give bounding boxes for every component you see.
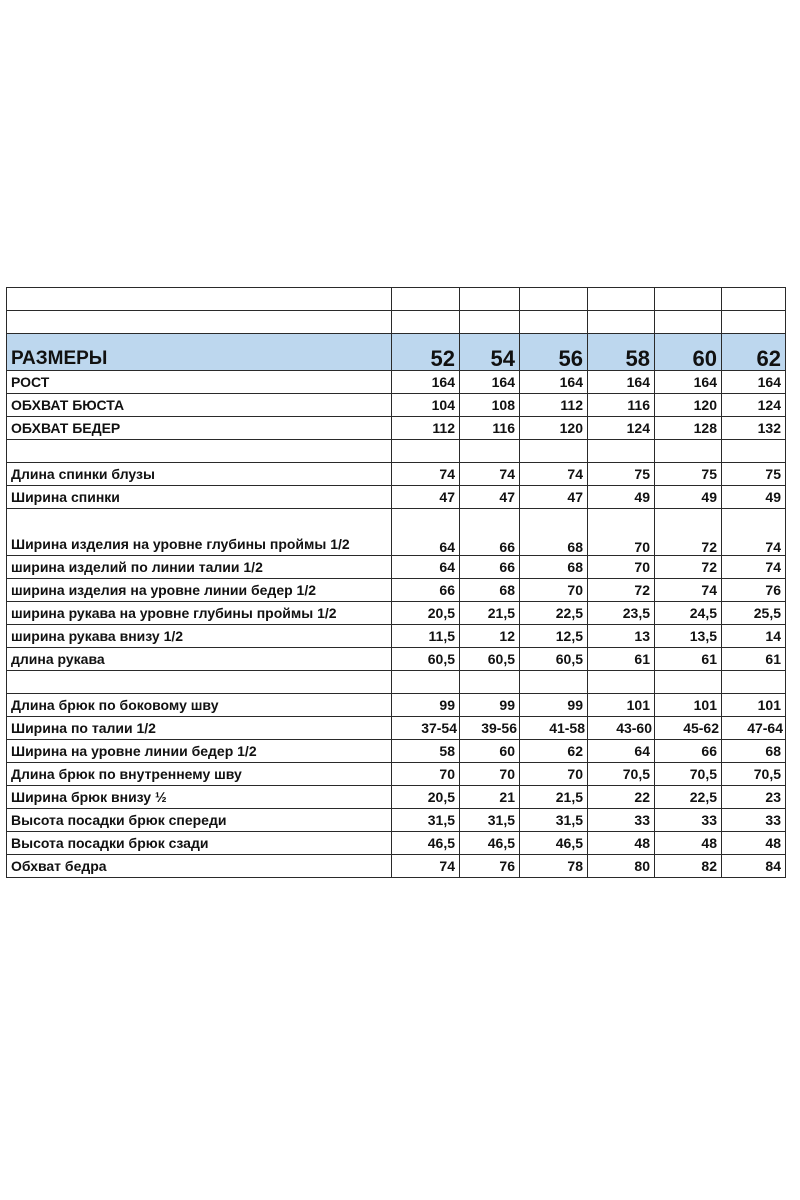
row-label: Ширина брюк внизу ½	[7, 786, 392, 809]
value-cell: 20,5	[392, 786, 460, 809]
value-cell: 68	[460, 579, 520, 602]
value-cell: 80	[588, 855, 655, 878]
value-cell	[722, 440, 786, 463]
row-label: ОБХВАТ БЮСТА	[7, 394, 392, 417]
value-cell	[520, 671, 588, 694]
size-header: 62	[722, 334, 786, 371]
empty-cell	[460, 288, 520, 311]
row-label: длина рукава	[7, 648, 392, 671]
value-cell: 33	[655, 809, 722, 832]
value-cell: 70	[392, 763, 460, 786]
size-header: 52	[392, 334, 460, 371]
value-cell: 74	[460, 463, 520, 486]
value-cell: 66	[460, 509, 520, 556]
value-cell: 72	[655, 509, 722, 556]
row-label	[7, 440, 392, 463]
value-cell: 49	[722, 486, 786, 509]
table-row	[7, 717, 786, 740]
value-cell: 66	[655, 740, 722, 763]
row-label: Длина брюк по внутреннему шву	[7, 763, 392, 786]
value-cell: 21,5	[460, 602, 520, 625]
value-cell: 70,5	[588, 763, 655, 786]
row-label: Ширина на уровне линии бедер 1/2	[7, 740, 392, 763]
value-cell: 23	[722, 786, 786, 809]
value-cell: 21,5	[520, 786, 588, 809]
value-cell: 25,5	[722, 602, 786, 625]
value-cell: 22,5	[520, 602, 588, 625]
empty-cell	[392, 288, 460, 311]
value-cell: 128	[655, 417, 722, 440]
value-cell: 74	[722, 556, 786, 579]
value-cell: 64	[392, 509, 460, 556]
table-row	[7, 786, 786, 809]
value-cell: 37-54	[392, 717, 460, 740]
value-cell: 31,5	[520, 809, 588, 832]
value-cell: 21	[460, 786, 520, 809]
value-cell: 60,5	[520, 648, 588, 671]
value-cell	[588, 440, 655, 463]
value-cell: 116	[588, 394, 655, 417]
row-label: Длина спинки блузы	[7, 463, 392, 486]
value-cell: 84	[722, 855, 786, 878]
value-cell: 74	[655, 579, 722, 602]
row-label: Ширина изделия на уровне глубины проймы 1/2	[7, 509, 392, 556]
value-cell: 47	[520, 486, 588, 509]
value-cell	[655, 440, 722, 463]
value-cell: 164	[460, 371, 520, 394]
value-cell: 62	[520, 740, 588, 763]
empty-cell	[392, 311, 460, 334]
value-cell: 164	[655, 371, 722, 394]
value-cell: 33	[722, 809, 786, 832]
value-cell: 31,5	[392, 809, 460, 832]
value-cell: 39-56	[460, 717, 520, 740]
value-cell: 48	[588, 832, 655, 855]
value-cell: 41-58	[520, 717, 588, 740]
value-cell: 64	[392, 556, 460, 579]
value-cell: 48	[655, 832, 722, 855]
value-cell: 43-60	[588, 717, 655, 740]
value-cell: 72	[588, 579, 655, 602]
value-cell: 12	[460, 625, 520, 648]
value-cell: 164	[722, 371, 786, 394]
value-cell: 20,5	[392, 602, 460, 625]
value-cell: 49	[655, 486, 722, 509]
table-row	[7, 694, 786, 717]
value-cell: 101	[722, 694, 786, 717]
row-label: Высота посадки брюк спереди	[7, 809, 392, 832]
value-cell: 61	[655, 648, 722, 671]
table-row	[7, 832, 786, 855]
value-cell: 13,5	[655, 625, 722, 648]
value-cell: 82	[655, 855, 722, 878]
value-cell: 74	[392, 855, 460, 878]
value-cell: 47	[392, 486, 460, 509]
row-label: ширина рукава внизу 1/2	[7, 625, 392, 648]
empty-cell	[655, 311, 722, 334]
value-cell: 75	[655, 463, 722, 486]
empty-cell	[722, 311, 786, 334]
value-cell: 124	[588, 417, 655, 440]
value-cell: 99	[460, 694, 520, 717]
value-cell: 13	[588, 625, 655, 648]
value-cell	[392, 671, 460, 694]
table-row	[7, 463, 786, 486]
value-cell: 70	[588, 556, 655, 579]
value-cell	[655, 671, 722, 694]
value-cell: 164	[588, 371, 655, 394]
value-cell: 164	[392, 371, 460, 394]
empty-row	[7, 288, 786, 311]
table-row	[7, 394, 786, 417]
value-cell	[460, 440, 520, 463]
empty-row	[7, 311, 786, 334]
value-cell	[460, 671, 520, 694]
value-cell: 45-62	[655, 717, 722, 740]
empty-row	[7, 671, 786, 694]
size-table	[6, 287, 786, 878]
value-cell: 60	[460, 740, 520, 763]
table-row	[7, 371, 786, 394]
value-cell: 47	[460, 486, 520, 509]
value-cell: 99	[520, 694, 588, 717]
table-row	[7, 556, 786, 579]
table-row	[7, 740, 786, 763]
table-row	[7, 625, 786, 648]
value-cell: 66	[460, 556, 520, 579]
table-row	[7, 648, 786, 671]
value-cell: 22	[588, 786, 655, 809]
value-cell: 68	[520, 509, 588, 556]
value-cell	[722, 671, 786, 694]
value-cell	[520, 440, 588, 463]
value-cell: 70,5	[655, 763, 722, 786]
value-cell: 46,5	[520, 832, 588, 855]
value-cell: 101	[655, 694, 722, 717]
size-header: 60	[655, 334, 722, 371]
value-cell: 70	[520, 579, 588, 602]
row-label: ширина изделия на уровне линии бедер 1/2	[7, 579, 392, 602]
value-cell: 24,5	[655, 602, 722, 625]
table-row	[7, 855, 786, 878]
value-cell: 23,5	[588, 602, 655, 625]
empty-cell	[588, 311, 655, 334]
row-label: ширина рукава на уровне глубины проймы 1/2	[7, 602, 392, 625]
size-header: 54	[460, 334, 520, 371]
value-cell: 120	[520, 417, 588, 440]
size-header: 56	[520, 334, 588, 371]
value-cell: 75	[722, 463, 786, 486]
value-cell: 76	[460, 855, 520, 878]
row-label: Высота посадки брюк сзади	[7, 832, 392, 855]
value-cell: 70,5	[722, 763, 786, 786]
empty-cell	[520, 288, 588, 311]
value-cell: 64	[588, 740, 655, 763]
value-cell: 132	[722, 417, 786, 440]
value-cell: 46,5	[392, 832, 460, 855]
header-row	[7, 334, 786, 371]
size-header: 58	[588, 334, 655, 371]
value-cell: 60,5	[460, 648, 520, 671]
value-cell: 46,5	[460, 832, 520, 855]
row-label	[7, 671, 392, 694]
value-cell: 74	[520, 463, 588, 486]
value-cell: 31,5	[460, 809, 520, 832]
empty-cell	[7, 288, 392, 311]
value-cell: 11,5	[392, 625, 460, 648]
value-cell: 48	[722, 832, 786, 855]
empty-cell	[460, 311, 520, 334]
header-label: РАЗМЕРЫ	[7, 334, 392, 371]
value-cell: 14	[722, 625, 786, 648]
value-cell: 12,5	[520, 625, 588, 648]
value-cell: 61	[588, 648, 655, 671]
value-cell: 76	[722, 579, 786, 602]
value-cell: 108	[460, 394, 520, 417]
empty-cell	[520, 311, 588, 334]
value-cell: 58	[392, 740, 460, 763]
value-cell: 60,5	[392, 648, 460, 671]
value-cell: 70	[460, 763, 520, 786]
table-row	[7, 602, 786, 625]
value-cell: 66	[392, 579, 460, 602]
value-cell: 124	[722, 394, 786, 417]
value-cell: 22,5	[655, 786, 722, 809]
row-label: ОБХВАТ БЕДЕР	[7, 417, 392, 440]
row-label: РОСТ	[7, 371, 392, 394]
table-body	[7, 371, 786, 878]
row-label: Длина брюк по боковому шву	[7, 694, 392, 717]
value-cell: 33	[588, 809, 655, 832]
value-cell: 101	[588, 694, 655, 717]
empty-cell	[655, 288, 722, 311]
value-cell: 72	[655, 556, 722, 579]
value-cell: 49	[588, 486, 655, 509]
value-cell: 112	[392, 417, 460, 440]
table-row	[7, 809, 786, 832]
empty-cell	[722, 288, 786, 311]
value-cell: 74	[392, 463, 460, 486]
value-cell: 116	[460, 417, 520, 440]
value-cell: 99	[392, 694, 460, 717]
value-cell: 120	[655, 394, 722, 417]
table-row	[7, 509, 786, 556]
value-cell: 75	[588, 463, 655, 486]
empty-cell	[7, 311, 392, 334]
value-cell: 47-64	[722, 717, 786, 740]
value-cell: 164	[520, 371, 588, 394]
table-row	[7, 579, 786, 602]
empty-row	[7, 440, 786, 463]
row-label: Ширина по талии 1/2	[7, 717, 392, 740]
value-cell: 61	[722, 648, 786, 671]
value-cell: 68	[520, 556, 588, 579]
value-cell	[392, 440, 460, 463]
size-chart	[6, 287, 785, 878]
value-cell: 70	[520, 763, 588, 786]
value-cell: 112	[520, 394, 588, 417]
row-label: ширина изделий по линии талии 1/2	[7, 556, 392, 579]
row-label: Обхват бедра	[7, 855, 392, 878]
value-cell: 68	[722, 740, 786, 763]
table-row	[7, 763, 786, 786]
value-cell: 104	[392, 394, 460, 417]
value-cell	[588, 671, 655, 694]
table-row	[7, 417, 786, 440]
empty-cell	[588, 288, 655, 311]
value-cell: 70	[588, 509, 655, 556]
table-row	[7, 486, 786, 509]
row-label: Ширина спинки	[7, 486, 392, 509]
value-cell: 74	[722, 509, 786, 556]
value-cell: 78	[520, 855, 588, 878]
